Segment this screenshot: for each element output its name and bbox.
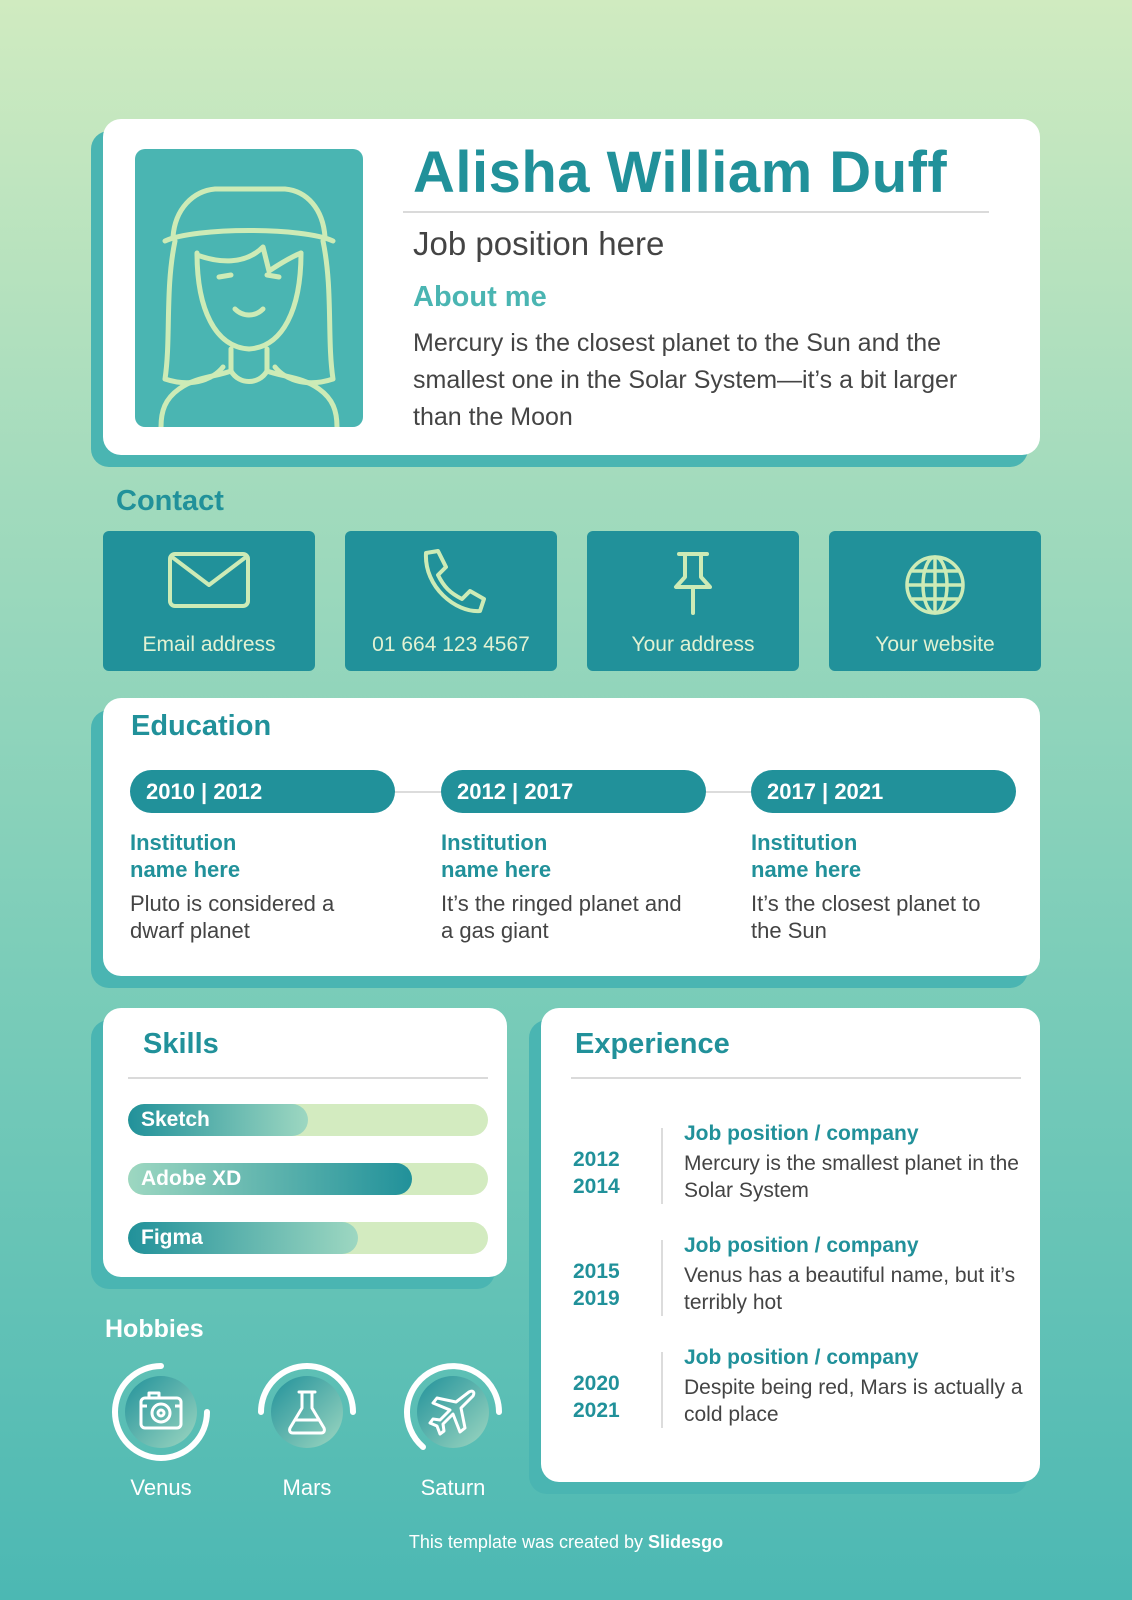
person-name: Alisha William Duff: [413, 140, 948, 205]
skill-bar-figma: [128, 1222, 488, 1254]
skill-bar-sketch: [128, 1104, 488, 1136]
contact-phone-label: 01 664 123 4567: [372, 633, 530, 656]
flask-icon: [257, 1362, 357, 1462]
year-end: 2021: [573, 1399, 620, 1422]
year-start: 2012: [573, 1148, 620, 1171]
camera-icon: [111, 1362, 211, 1462]
contact-website-label: Your website: [875, 633, 995, 656]
experience-years: [573, 1258, 620, 1312]
year-end: 2019: [573, 1287, 620, 1310]
education-desc: It’s the ringed planet and a gas giant: [441, 891, 682, 943]
divider: [661, 1352, 663, 1428]
hobby-venus: [111, 1362, 211, 1501]
experience-item: [573, 1234, 1023, 1332]
hobby-label: Saturn: [420, 1475, 486, 1500]
education-item: [441, 770, 706, 944]
institution-name: Institution name here: [751, 830, 862, 882]
education-desc: Pluto is considered a dwarf planet: [130, 891, 335, 943]
hobby-label: Venus: [130, 1475, 192, 1500]
skill-bar-adobe-xd: [128, 1163, 488, 1195]
experience-desc: Venus has a beautiful name, but it’s terribly hot: [684, 1264, 1016, 1314]
footer-credit: [0, 1532, 1132, 1553]
pushpin-icon: [671, 551, 715, 617]
footer-brand-link[interactable]: Slidesgo: [648, 1532, 724, 1552]
experience-desc: Despite being red, Mars is actually a cold place: [684, 1376, 1023, 1426]
hobby-label: Mars: [282, 1475, 332, 1500]
skill-label: Sketch: [141, 1108, 210, 1131]
experience-position: Job position / company: [684, 1346, 919, 1369]
contact-phone[interactable]: [345, 531, 557, 671]
divider: [661, 1240, 663, 1316]
education-item: [751, 770, 1016, 944]
experience-years: [573, 1370, 620, 1424]
hobby-mars: [257, 1362, 357, 1501]
avatar: [135, 149, 363, 427]
education-desc: It’s the closest planet to the Sun: [751, 891, 981, 943]
contact-address-label: Your address: [631, 633, 755, 656]
woman-portrait-icon: [135, 149, 363, 427]
education-heading: Education: [131, 710, 272, 742]
education-years: 2017 | 2021: [751, 770, 1016, 813]
education-years: 2012 | 2017: [441, 770, 706, 813]
hobbies-heading: Hobbies: [105, 1315, 204, 1343]
divider: [571, 1077, 1021, 1079]
divider: [403, 211, 989, 213]
experience-desc: Mercury is the smallest planet in the Solar System: [684, 1152, 1019, 1202]
experience-years: [573, 1146, 620, 1200]
envelope-icon: [167, 551, 251, 611]
experience-item: [573, 1346, 1023, 1444]
contact-email[interactable]: [103, 531, 315, 671]
institution-name: Institution name here: [130, 830, 241, 882]
about-text: Mercury is the closest planet to the Sun and the smallest one in the Solar System—it’s a bit larger than the Moon: [413, 329, 958, 431]
airplane-icon: [403, 1362, 503, 1462]
profile-card: [103, 119, 1040, 455]
skills-card: [103, 1008, 507, 1277]
globe-icon: [903, 553, 967, 617]
year-start: 2020: [573, 1372, 620, 1395]
experience-position: Job position / company: [684, 1234, 919, 1257]
education-item: [130, 770, 395, 944]
education-years: 2010 | 2012: [130, 770, 395, 813]
institution-name: Institution name here: [441, 830, 552, 882]
divider: [661, 1128, 663, 1204]
contact-website[interactable]: [829, 531, 1041, 671]
skill-label: Figma: [141, 1226, 203, 1249]
contact-email-label: Email address: [142, 633, 276, 656]
job-position: Job position here: [413, 225, 665, 262]
contact-address[interactable]: [587, 531, 799, 671]
education-card: [103, 698, 1040, 976]
divider: [128, 1077, 488, 1079]
experience-position: Job position / company: [684, 1122, 919, 1145]
experience-card: [541, 1008, 1040, 1482]
year-start: 2015: [573, 1260, 620, 1283]
phone-icon: [416, 547, 486, 617]
about-heading: About me: [413, 281, 547, 313]
contact-heading: Contact: [116, 485, 224, 517]
year-end: 2014: [573, 1175, 620, 1198]
skill-label: Adobe XD: [141, 1167, 242, 1190]
footer-prefix: This template was created by: [408, 1532, 644, 1552]
experience-heading: Experience: [575, 1028, 730, 1060]
skills-heading: Skills: [143, 1028, 219, 1060]
hobby-saturn: [403, 1362, 503, 1501]
experience-item: [573, 1122, 1023, 1220]
